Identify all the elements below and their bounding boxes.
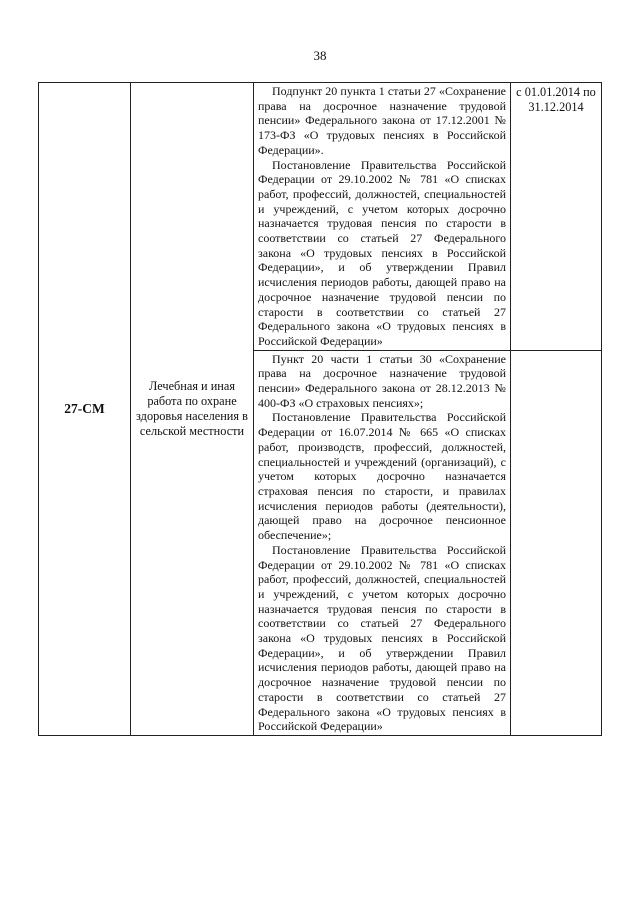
work-type-cell: Лечебная и иная работа по охране здоровья населения в сельской местности — [131, 83, 254, 736]
work-code-cell: 27-СМ — [39, 83, 131, 736]
pension-basis-table — [38, 82, 602, 736]
legal-basis-cell — [254, 350, 511, 735]
legal-basis-cell — [254, 83, 511, 351]
legal-basis-paragraph: Подпункт 20 пункта 1 статьи 27 «Сохранение права на досрочное назначение трудовой пенсии» Федерального закона от 17.12.2001 № 173-ФЗ «О трудовых пенсиях в Российской Федерации». — [258, 84, 506, 157]
period-cell — [511, 350, 602, 735]
legal-basis-paragraph: Постановление Правительства Российской Федерации от 29.10.2002 № 781 «О списках работ, профессий, должностей, специальностей и учреждений, с учетом которых досрочно назначается трудовая пенсия по старости в соответствии со статьей 27 Федерального закона «О трудовых пенсиях в Российской Федерации», и об утверждении Правил исчисления периодов работы, дающей право на досрочное назначение трудовой пенсии по старости в соответствии со статьей 27 Федерального закона «О трудовых пенсиях в Российской Федерации» — [258, 157, 506, 348]
table-row — [39, 83, 602, 351]
period-cell: с 01.01.2014 по 31.12.2014 — [511, 83, 602, 351]
legal-basis-paragraph: Пункт 20 части 1 статьи 30 «Сохранение права на досрочное назначение трудовой пенсии» Федерального закона от 28.12.2013 № 400-ФЗ «О страховых пенсиях»; — [258, 351, 506, 410]
page-number: 38 — [313, 48, 327, 63]
legal-basis-paragraph: Постановление Правительства Российской Федерации от 29.10.2002 № 781 «О списках работ, профессий, должностей, специальностей и учреждений, с учетом которых досрочно назначается трудовая пенсия по старости в соответствии со статьей 27 Федерального закона «О трудовых пенсиях в Российской Федерации», и об утверждении Правил исчисления периодов работы, дающей право на досрочное назначение трудовой пенсии по старости в соответствии со статьей 27 Федерального закона «О трудовых пенсиях в Российской Федерации» — [258, 542, 506, 734]
legal-basis-paragraph: Постановление Правительства Российской Федерации от 16.07.2014 № 665 «О списках работ, производств, профессий, должностей, специальностей и учреждений (организаций), с учетом которых досрочно назначается страховая пенсия по старости, и правилах исчисления периодов работы (деятельности), дающей право на досрочное пенсионное обеспечение»; — [258, 410, 506, 543]
